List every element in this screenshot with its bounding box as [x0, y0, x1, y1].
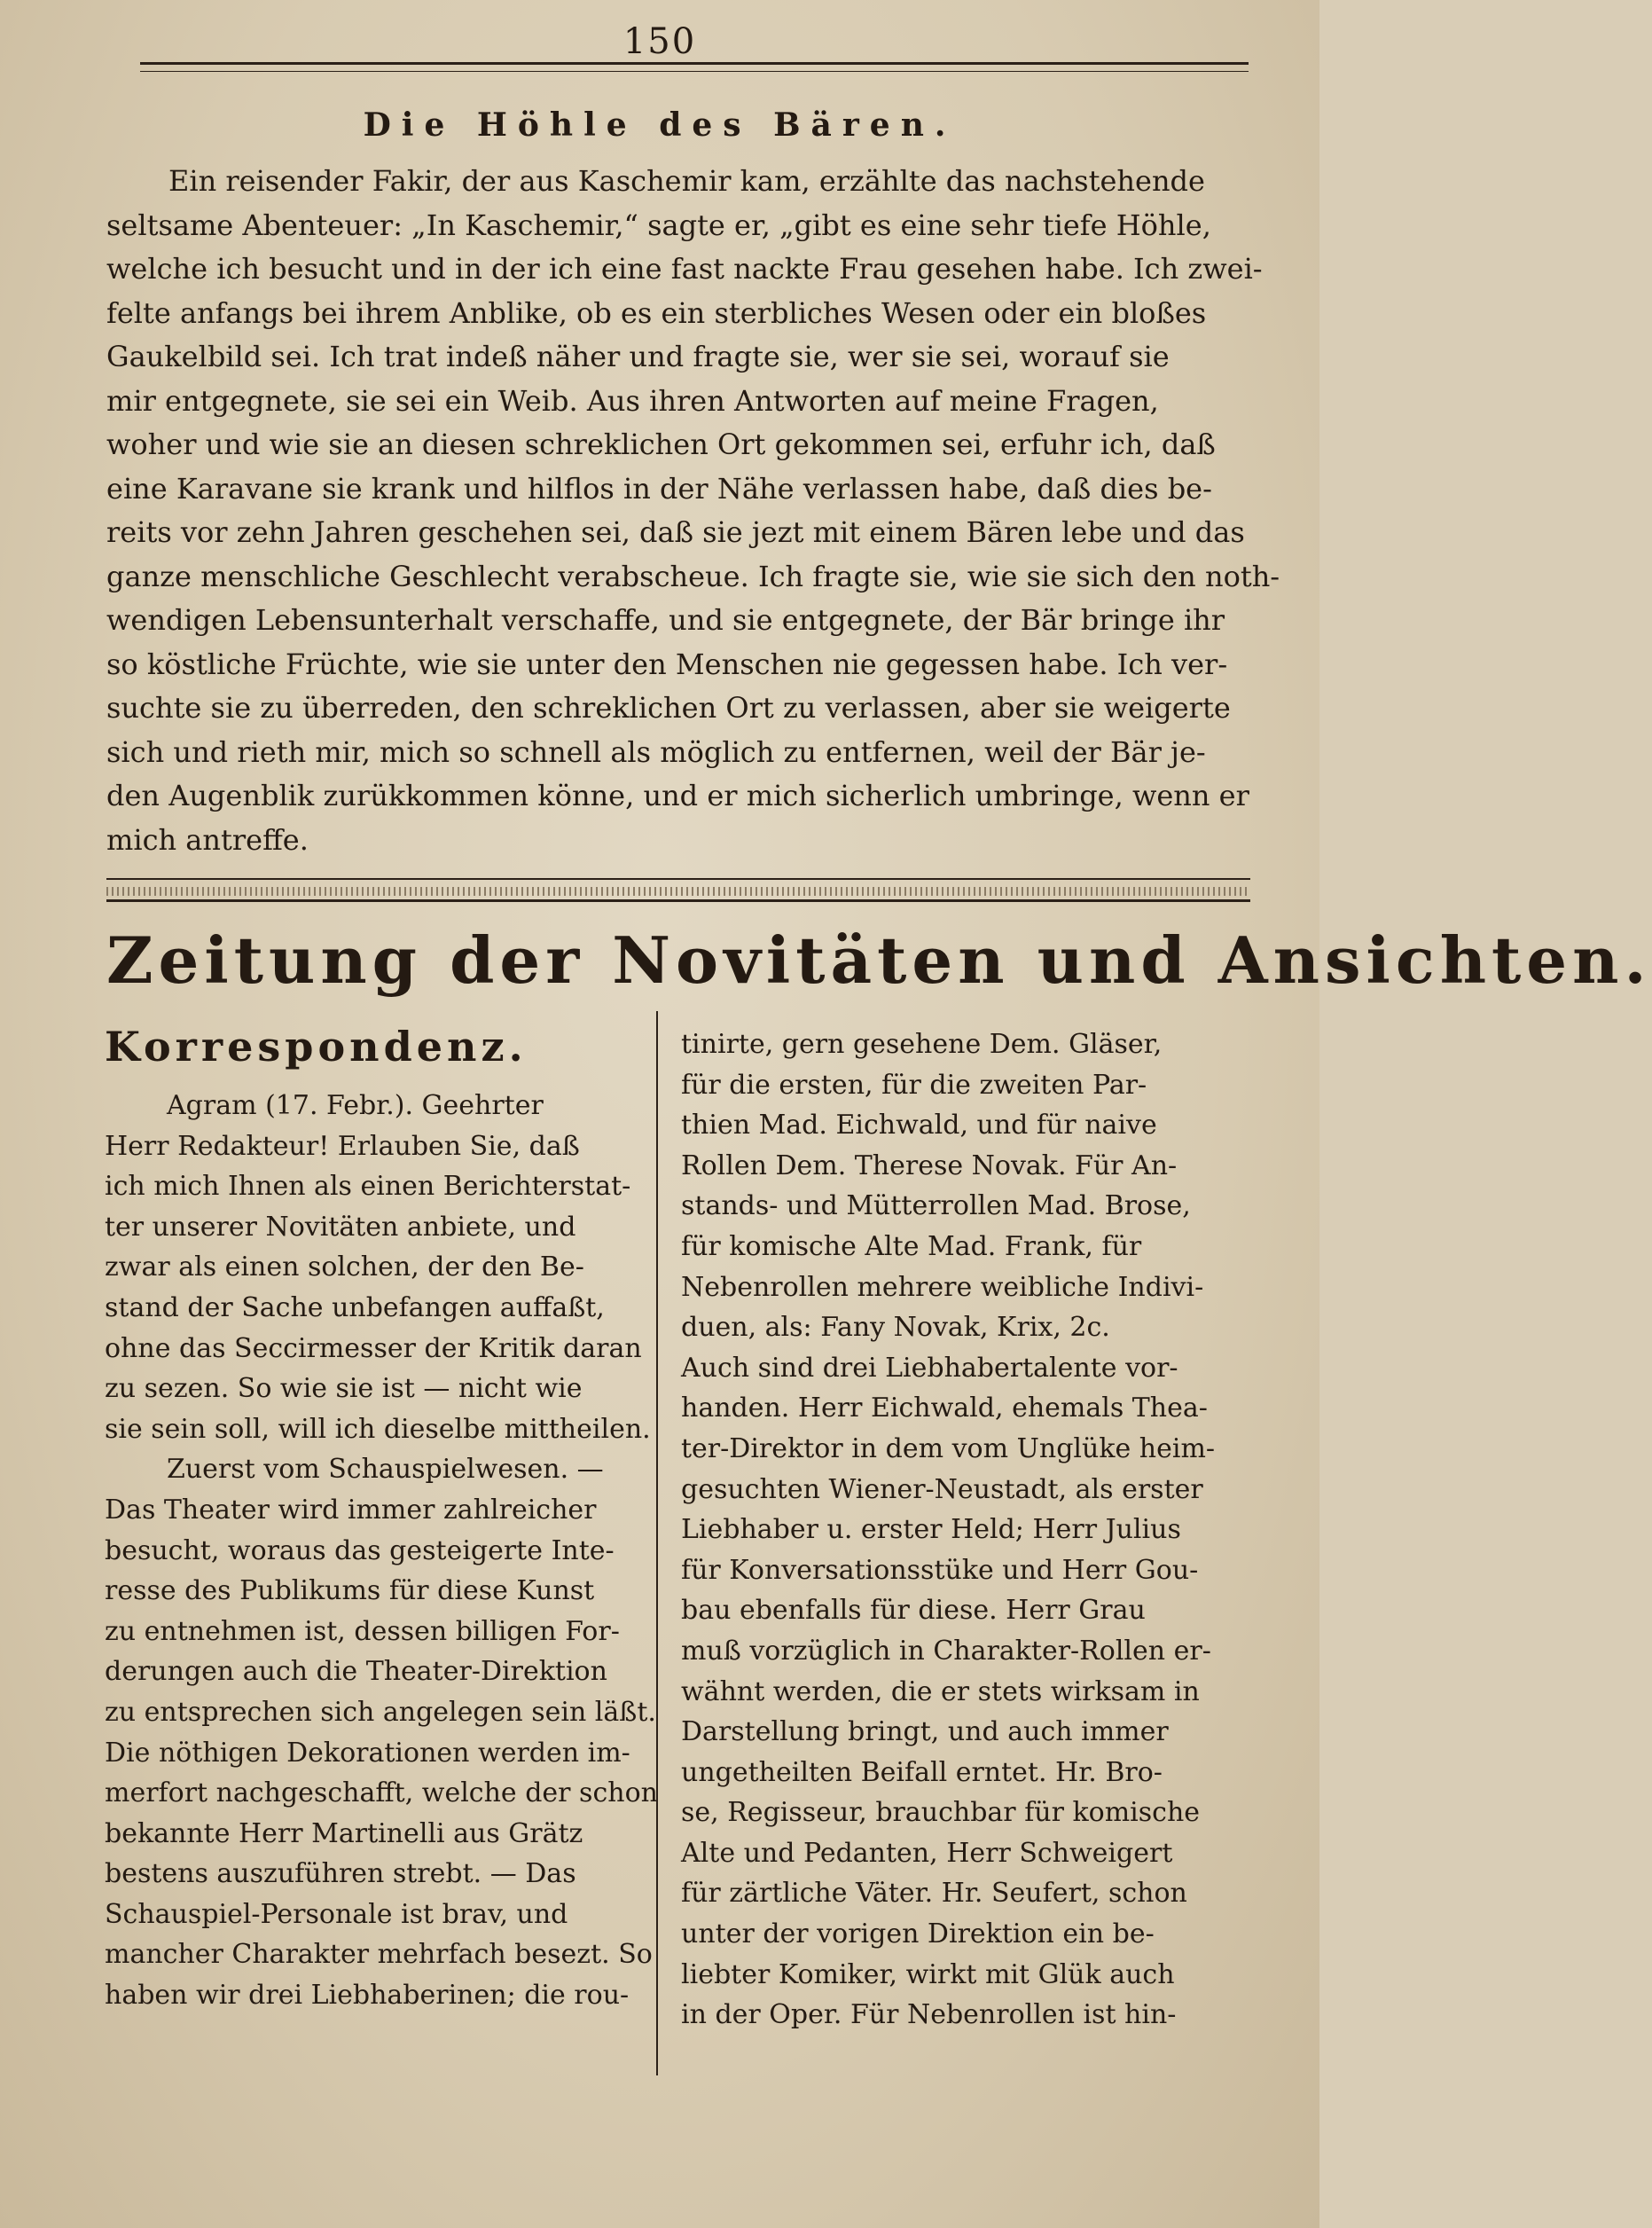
column-line: Alte und Pedanten, Herr Schweigert [681, 1837, 1173, 1869]
column-line: zu sezen. So wie sie ist — nicht wie [105, 1373, 583, 1405]
column-line: in der Oper. Für Nebenrollen ist hin- [681, 1999, 1177, 2031]
column-line: Schauspiel-Personale ist brav, und [105, 1898, 568, 1930]
column-line: besucht, woraus das gesteigerte Inte- [105, 1534, 615, 1566]
column-line: Liebhaber u. erster Held; Herr Julius [681, 1514, 1181, 1546]
story-line: felte anfangs bei ihrem Anblike, ob es ein sterbliches Wesen oder ein bloßes [106, 295, 1207, 330]
right-column [681, 1024, 1249, 2036]
column-line: stands- und Mütterrollen Mad. Brose, [681, 1190, 1191, 1222]
column-divider [656, 1011, 658, 2075]
column-line: se, Regisseur, brauchbar für komische [681, 1797, 1201, 1829]
column-line: ohne das Seccirmesser der Kritik daran [105, 1332, 642, 1364]
column-line: stand der Sache unbefangen auffaßt, [105, 1291, 605, 1323]
column-line: Rollen Dem. Therese Novak. Für An- [681, 1149, 1178, 1181]
column-line: zwar als einen solchen, der den Be- [105, 1251, 584, 1283]
column-line: ungetheilten Beifall erntet. Hr. Bro- [681, 1756, 1163, 1788]
column-line: bestens auszuführen strebt. — Das [105, 1858, 576, 1890]
story-line: suchte sie zu überreden, den schreklichen Ort zu verlassen, aber sie weigerte [106, 691, 1231, 725]
column-line: merfort nachgeschafft, welche der schon [105, 1777, 658, 1809]
column-line: wähnt werden, die er stets wirksam in [681, 1675, 1200, 1707]
story-line: reits vor zehn Jahren geschehen sei, daß sie jezt mit einem Bären lebe und das [106, 515, 1245, 549]
column-line: duen, als: Fany Novak, Krix, 2c. [681, 1312, 1110, 1344]
column-line: zu entnehmen ist, dessen billigen For- [105, 1615, 620, 1647]
column-line: Die nöthigen Dekorationen werden im- [105, 1737, 630, 1769]
column-line: ter unserer Novitäten anbiete, und [105, 1211, 576, 1243]
story-body [106, 160, 1280, 862]
column-line: Herr Redakteur! Erlauben Sie, daß [105, 1130, 580, 1162]
page-number: 150 [622, 21, 697, 62]
story-line: Gaukelbild sei. Ich trat indeß näher und fragte sie, wer sie sei, worauf sie [106, 340, 1170, 373]
story-line: seltsame Abenteuer: „In Kaschemir,“ sagte er, „gibt es eine sehr tiefe Höhle, [106, 208, 1211, 242]
column-line: sie sein soll, will ich dieselbe mittheilen. [105, 1413, 651, 1445]
column-line: bau ebenfalls für diese. Herr Grau [681, 1595, 1146, 1627]
story-line: welche ich besucht und in der ich eine fast nackte Frau gesehen habe. Ich zwei- [106, 252, 1263, 286]
section-rule-top [106, 878, 1250, 880]
story-line: mich antreffe. [106, 822, 309, 857]
story-line: sich und rieth mir, mich so schnell als möglich zu entfernen, weil der Bär je- [106, 734, 1206, 769]
column-line: liebter Komiker, wirkt mit Glük auch [681, 1958, 1175, 1990]
column-line: Auch sind drei Liebhabertalente vor- [681, 1352, 1178, 1384]
column-line: thien Mad. Eichwald, und für naive [681, 1110, 1157, 1141]
story-line: woher und wie sie an diesen schreklichen Ort gekommen sei, erfuhr ich, daß [106, 428, 1216, 461]
section-title: Zeitung der Novitäten und Ansichten. [106, 922, 1652, 998]
column-line: gesuchten Wiener-Neustadt, als erster [681, 1473, 1203, 1505]
column-line: tinirte, gern gesehene Dem. Gläser, [681, 1029, 1163, 1060]
column-line: resse des Publikums für diese Kunst [105, 1575, 595, 1607]
column-line: bekannte Herr Martinelli aus Grätz [105, 1817, 583, 1849]
story-line: mir entgegnete, sie sei ein Weib. Aus ihren Antworten auf meine Fragen, [106, 383, 1159, 418]
column-line: Agram (17. Febr.). Geehrter [167, 1090, 544, 1121]
column-line: muß vorzüglich in Charakter-Rollen er- [681, 1635, 1211, 1667]
column-line: zu entsprechen sich angelegen sein läßt. [105, 1696, 656, 1728]
column-line: handen. Herr Eichwald, ehemals Thea- [681, 1392, 1208, 1424]
story-line: ganze menschliche Geschlecht verabscheue. Ich fragte sie, wie sie sich den noth- [106, 559, 1280, 593]
story-line: so köstliche Früchte, wie sie unter den Menschen nie gegessen habe. Ich ver- [106, 647, 1228, 681]
story-line: Ein reisender Fakir, der aus Kaschemir kam, erzählte das nachstehende [168, 164, 1205, 198]
section-rule-bottom [106, 899, 1250, 902]
column-line: für komische Alte Mad. Frank, für [681, 1230, 1142, 1262]
column-line: unter der vorigen Direktion ein be- [681, 1918, 1155, 1950]
column-line: für Konversationsstüke und Herr Gou- [681, 1554, 1199, 1586]
column-line: für zärtliche Väter. Hr. Seufert, schon [681, 1878, 1187, 1910]
column-line: Nebenrollen mehrere weibliche Indivi- [681, 1271, 1204, 1303]
header-rule [140, 62, 1249, 65]
column-line: Darstellung bringt, und auch immer [681, 1716, 1169, 1748]
story-line: den Augenblik zurükkommen könne, und er mich sicherlich umbringe, wenn er [106, 779, 1249, 812]
column-line: ter-Direktor in dem vom Unglüke heim- [681, 1432, 1216, 1464]
header-rule-thin [140, 71, 1249, 72]
column-line: derungen auch die Theater-Direktion [105, 1656, 607, 1688]
column-line: für die ersten, für die zweiten Par- [681, 1069, 1147, 1101]
story-line: wendigen Lebensunterhalt verschaffe, und sie entgegnete, der Bär bringe ihr [106, 603, 1225, 637]
section-rule-hatched [106, 887, 1250, 896]
column-line: mancher Charakter mehrfach besezt. So [105, 1939, 653, 1971]
story-line: eine Karavane sie krank und hilflos in der Nähe verlassen habe, daß dies be- [106, 471, 1212, 506]
left-column [105, 1020, 658, 2016]
column-line: Zuerst vom Schauspielwesen. — [167, 1454, 604, 1486]
column-line: Das Theater wird immer zahlreicher [105, 1494, 597, 1526]
column-line: ich mich Ihnen als einen Berichterstat- [105, 1171, 631, 1203]
story-title: Die Höhle des Bären. [363, 106, 957, 144]
column-line: haben wir drei Liebhaberinen; die rou- [105, 1980, 630, 2012]
section-subtitle: Korrespondenz. [105, 1023, 528, 1071]
